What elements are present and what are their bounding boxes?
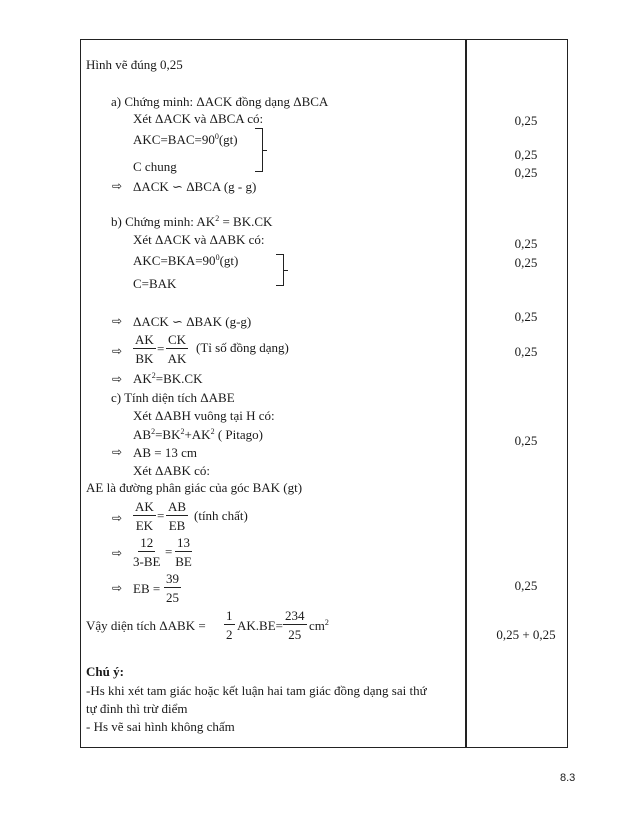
ratio-note: (Tỉ số đồng dạng) — [196, 340, 289, 355]
property-note: (tính chất) — [194, 508, 248, 523]
part-c-title: c) Tính diện tích ΔABE — [111, 390, 235, 405]
implies-arrow-icon: ⇨ — [112, 546, 123, 560]
part-c-consider: Xét ΔABH vuông tại H có: — [133, 408, 275, 423]
ratio-13-be: $\frac{13}{BE}$ — [175, 535, 192, 569]
score-c-1: 0,25 — [514, 433, 538, 448]
part-a-condition-2: C chung — [133, 159, 177, 174]
part-a-brace — [255, 128, 263, 172]
part-b-consider: Xét ΔACK và ΔABK có: — [133, 232, 265, 247]
area-label: Vậy diện tích ΔABK = — [86, 618, 206, 633]
implies-arrow-icon: ⇨ — [112, 344, 123, 358]
eb-value: $\frac{39}{25}$ — [166, 571, 179, 605]
ab-result: AB = 13 cm — [133, 445, 198, 460]
score-a-2: 0,25 — [514, 147, 538, 162]
implies-arrow-icon: ⇨ — [112, 372, 123, 386]
notes-line-2: tự đỉnh thì trừ điểm — [86, 701, 188, 716]
pythagoras-equation: $AB^2=BK^2+AK^2$ ( Pitago) — [133, 427, 263, 442]
bisector-statement: AE là đường phân giác của góc BAK (gt) — [86, 480, 303, 495]
area-value: $\frac{234}{25}$ — [285, 608, 305, 642]
score-b-1: 0,25 — [514, 236, 538, 251]
part-a-consider: Xét ΔACK và ΔBCA có: — [133, 111, 264, 126]
area-unit: $cm^2$ — [309, 618, 329, 633]
ratio-12-3be: $\frac{12}{3-BE}$ — [133, 535, 161, 569]
equals-sign: = — [157, 508, 165, 523]
equals-sign: = — [165, 544, 173, 559]
notes-line-3: - Hs vẽ sai hình không chấm — [86, 719, 235, 734]
ratio-ak-ek: $\frac{AK}{EK}$ — [135, 499, 154, 533]
implies-arrow-icon: ⇨ — [112, 445, 123, 459]
eb-label: EB = — [133, 581, 161, 596]
score-b-3: 0,25 — [514, 309, 538, 324]
part-b-title: b) Chứng minh: $AK^2 = BK.CK$ — [111, 214, 273, 229]
part-c-consider-2: Xét ΔABK có: — [133, 463, 210, 478]
ratio-ab-eb: $\frac{AB}{EB}$ — [168, 499, 187, 533]
part-b-condition-1: $AKC=BKA=90^0(gt)$ — [133, 253, 239, 268]
part-a-title: a) Chứng minh: ΔACK đồng dạng ΔBCA — [111, 94, 329, 109]
part-b-brace — [276, 254, 284, 286]
part-a-condition-1: $AKC=BAC=90^0(gt)$ — [133, 132, 238, 147]
score-b-2: 0,25 — [514, 255, 538, 270]
equals-sign: = — [157, 341, 165, 356]
score-a-3: 0,25 — [514, 165, 538, 180]
score-c-2: 0,25 — [514, 578, 538, 593]
implies-arrow-icon: ⇨ — [112, 179, 123, 193]
notes-title: Chú ý: — [86, 664, 124, 679]
part-a-conclusion: ΔACK ∽ ΔBCA (g - g) — [133, 179, 257, 194]
page-number: 8.3 — [560, 772, 576, 784]
implies-arrow-icon: ⇨ — [112, 511, 123, 525]
heading-figure-score: Hình vẽ đúng 0,25 — [86, 57, 183, 72]
implies-arrow-icon: ⇨ — [112, 314, 123, 328]
part-b-result: $AK^2=BK.CK$ — [133, 371, 203, 386]
score-b-4: 0,25 — [514, 344, 538, 359]
ratio-ak-bk: $\frac{AK}{BK}$ — [135, 332, 154, 366]
notes-line-1: -Hs khi xét tam giác hoặc kết luận hai tam giác đồng dạng sai thứ — [86, 683, 427, 698]
part-b-condition-2: C=BAK — [133, 276, 177, 291]
score-c-3: 0,25 + 0,25 — [496, 627, 556, 642]
area-expression: AK.BE= — [237, 618, 283, 633]
score-a-1: 0,25 — [514, 113, 538, 128]
implies-arrow-icon: ⇨ — [112, 581, 123, 595]
ratio-ck-ak: $\frac{CK}{AK}$ — [167, 332, 187, 366]
one-half: $\frac{1}{2}$ — [226, 608, 233, 642]
part-b-similar: ΔACK ∽ ΔBAK (g-g) — [133, 314, 252, 329]
